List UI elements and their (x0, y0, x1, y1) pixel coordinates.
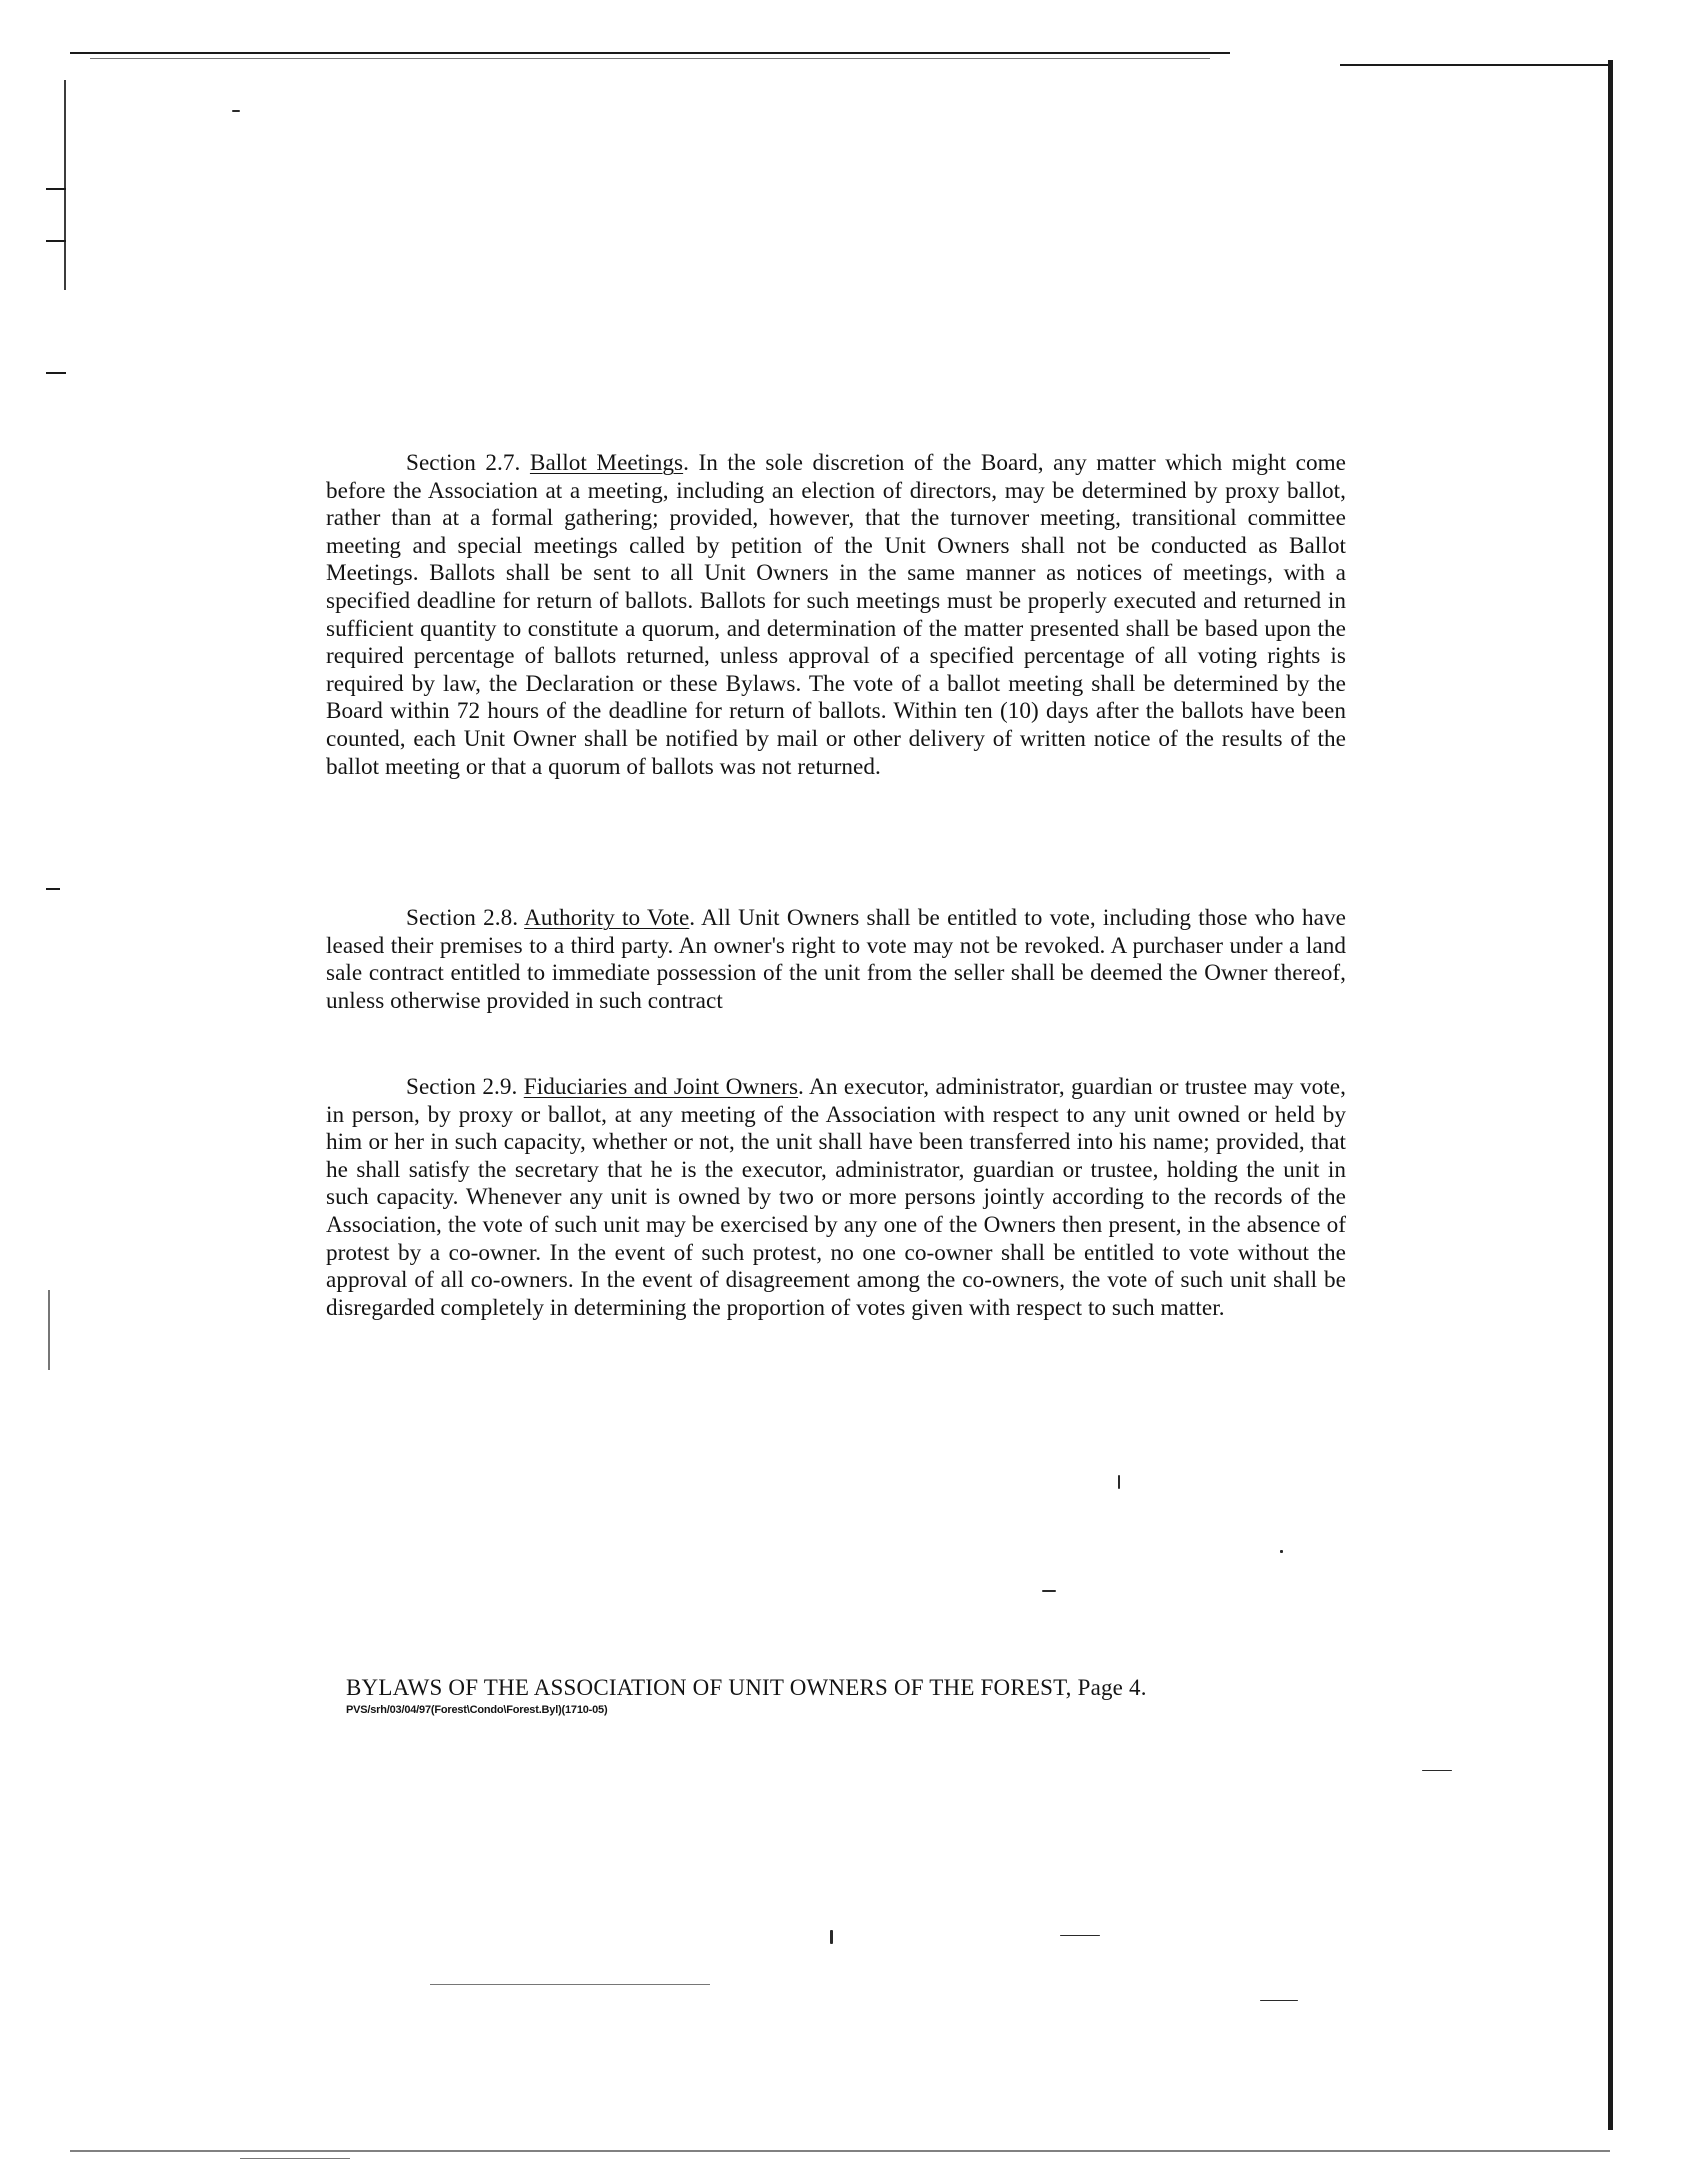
scan-speck (1118, 1475, 1120, 1489)
scan-line-bottom-left (240, 2158, 350, 2159)
scan-line-bottom-mid (430, 1984, 710, 1985)
scan-mark-left-4 (46, 888, 60, 890)
section-paragraph (326, 905, 1346, 1015)
section-body: . In the sole discretion of the Board, any matter which might come before the Association at a meeting, including an election of directors, may be determined by proxy ballot, rather than at a formal gathering; provided, however, that the turnover meeting, transitional committee meeting and special meetings called by petition of the Unit Owners shall not be conducted as Ballot Meetings. Ballots shall be sent to all Unit Owners in the same manner as notices of meetings, with a specified deadline for return of ballots. Ballots for such meetings must be properly executed and returned in sufficient quantity to constitute a quorum, and determination of the matter presented shall be based upon the required percentage of ballots returned, unless approval of a specified percentage of all voting rights is required by law, the Declaration or these Bylaws. The vote of a ballot meeting shall be determined by the Board within 72 hours of the deadline for return of ballots. Within ten (10) days after the ballots have been counted, each Unit Owner shall be notified by mail or other delivery of written notice of the results of the ballot meeting or that a quorum of ballots was not returned. (326, 450, 1347, 780)
section-paragraph (326, 450, 1346, 781)
scan-edge-top-secondary (90, 58, 1210, 59)
scan-edge-left-lower (48, 1290, 50, 1370)
section-heading: Ballot Meetings (529, 450, 684, 476)
scan-edge-top-right (1340, 64, 1610, 66)
footer-title: BYLAWS OF THE ASSOCIATION OF UNIT OWNERS OF THE FOREST, Page 4. (346, 1675, 1147, 1700)
scan-edge-bottom (70, 2150, 1610, 2152)
section-2-8 (326, 905, 1346, 1015)
scan-speck (1060, 1935, 1100, 1936)
scan-speck (830, 1930, 833, 1944)
scan-edge-top (70, 52, 1230, 54)
section-number: Section 2.9. (406, 1074, 524, 1100)
section-heading: Fiduciaries and Joint Owners (523, 1074, 799, 1100)
scan-mark-left-2 (46, 240, 66, 242)
section-paragraph (326, 1074, 1346, 1322)
scan-mark-left-3 (46, 372, 66, 374)
section-number: Section 2.7. (406, 450, 530, 476)
section-body: . An executor, administrator, guardian or trustee may vote, in person, by proxy or ballot, at any meeting of the Association with respect to any unit owned or held by him or her in such capacity, whether or not, the unit shall have been transferred into his name; provided, that he shall satisfy the secretary that he is the executor, administrator, guardian or trustee, holding the unit in such capacity. Whenever any unit is owned by two or more persons jointly according to the records of the Association, the vote of such unit may be exercised by any one of the Owners then present, in the absence of protest by a co-owner. In the event of such protest, no one co-owner shall be entitled to vote without the approval of all co-owners. In the event of disagreement among the co-owners, the vote of such unit shall be disregarded completely in determining the proportion of votes given with respect to such matter. (326, 1074, 1346, 1321)
section-heading: Authority to Vote (524, 905, 690, 931)
scan-speck (1260, 2000, 1298, 2001)
scan-edge-left (64, 80, 66, 290)
scan-speck (232, 110, 240, 112)
footer-file-code: PVS/srh/03/04/97(Forest\Condo\Forest.Byl)(1710-05) (346, 1704, 608, 1716)
scan-edge-right (1608, 60, 1613, 2130)
scan-speck (1042, 1590, 1056, 1592)
section-number: Section 2.8. (406, 905, 525, 931)
section-2-7 (326, 450, 1346, 781)
section-body: . All Unit Owners shall be entitled to vote, including those who have leased their premises to a third party. An owner's right to vote may not be revoked. A purchaser under a land sale contract entitled to immediate possession of the unit from the seller shall be deemed the Owner thereof, unless otherwise provided in such contract (326, 905, 1347, 1014)
scan-speck (1422, 1770, 1452, 1771)
scan-speck (1280, 1550, 1283, 1553)
section-2-9 (326, 1074, 1346, 1322)
scan-mark-left-1 (46, 188, 66, 190)
